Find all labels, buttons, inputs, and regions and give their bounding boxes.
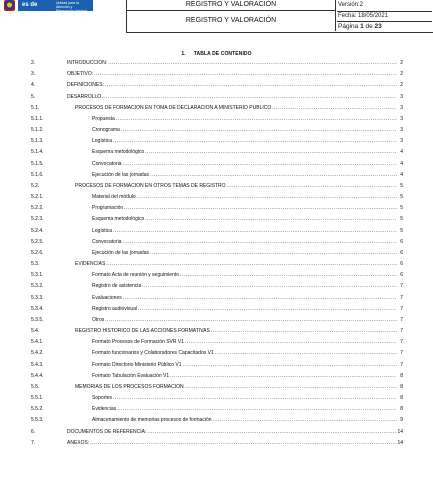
toc-entry-page: 6 [400,238,403,245]
toc-entry-page: 3 [400,115,403,122]
toc-entry-text [75,328,397,335]
toc-entry-number: 5.1.1. [31,115,44,122]
toc-entry-text [92,417,397,424]
toc-entry-text [75,384,397,391]
toc-entry-page: 6 [400,249,403,256]
toc-entry[interactable] [31,183,403,190]
toc-entry-label: Formato Tabulación Evaluación V1 [92,372,170,379]
toc-entry-text [92,127,397,134]
toc-entry-label: DOCUMENTOS DE REFERENCIA: [67,428,147,435]
toc-entry-text [67,71,397,78]
toc-entry-text [92,239,397,246]
header-title-row2: REGISTRO Y VALORACIÓN [127,11,336,31]
toc-entry[interactable] [31,205,403,212]
toc-entry[interactable] [31,194,403,201]
toc-entry-page: 7 [400,361,403,368]
toc-entry-page: 5 [400,216,403,223]
toc-entry[interactable] [31,82,403,89]
toc-entry-number: 5.1. [31,104,40,111]
toc-entry-number: 5.2.6. [31,249,44,256]
page-cell [337,22,432,32]
toc-entry[interactable] [31,60,403,67]
toc-entry-text [75,261,397,268]
toc-entry-number: 3. [31,71,36,78]
toc-entry-page: 3 [400,127,403,134]
toc-entry-page: 3 [400,104,403,111]
toc-entry-text [92,317,397,324]
toc-entry-label: Convocatoria [92,160,122,167]
header-title-row1: REGISTRO Y VALORACIÓN [127,0,336,11]
toc-entry-text [92,283,397,290]
toc-entry-number: 5.3. [31,261,40,268]
toc-entry-text [75,183,397,190]
toc-entry-number: 5.4.4. [31,372,44,379]
toc-entry-number: 5.4.1. [31,339,44,346]
toc-entry-page: 8 [400,372,403,379]
toc-entry-text [92,272,397,279]
toc-entry-label: Logística [92,138,113,145]
toc-entry-label: Logística [92,227,113,234]
toc-heading [0,51,433,57]
toc-entry-page: 8 [400,383,403,390]
toc-entry[interactable] [31,138,403,145]
toc-entry[interactable] [31,161,403,168]
toc-entry-label: MEMORIAS DE LOS PROCESOS FORMACIÓN [75,383,184,390]
toc-entry[interactable] [31,417,403,424]
toc-entry-number: 5.5. [31,383,40,390]
toc-entry-number: 5.5.1. [31,395,44,402]
toc-entry-text [92,216,397,223]
toc-entry-label: OBJETIVO: [67,71,94,78]
toc-entry-page: 2 [400,82,403,89]
toc-entry-page: 7 [400,328,403,335]
toc-entry-number: 5.1.2. [31,127,44,134]
toc-entry-text [92,250,397,257]
toc-entry-text [92,295,397,302]
logo [0,0,126,19]
toc-entry-label: Propuesta [92,115,115,122]
toc-entry-label: Formato Acta de reunión y seguimiento [92,272,179,279]
toc-entry-number: 2. [31,60,36,66]
toc-entry-text [67,440,397,447]
toc-entry[interactable] [31,250,403,257]
toc-entry-number: 5.3.1. [31,272,44,279]
logo-text: es de todos [18,0,53,11]
document-header [0,0,433,36]
toc-entry-number: 5.1.5. [31,160,44,167]
toc-entry-number: 5.2.4. [31,227,44,234]
toc-entry[interactable] [31,373,403,380]
toc-entry-page: 7 [400,339,403,346]
toc-entry-label: Almacenamiento de memorias procesos de formación [92,417,212,424]
toc-entry-label: Programación [92,205,124,212]
toc-entry[interactable] [31,295,403,302]
toc-entry-label: Evidencias [92,406,117,413]
toc-entry-text [92,149,397,156]
toc-entry[interactable] [31,384,403,391]
toc-entry-number: 5.2.1. [31,194,44,201]
toc-entry-label: Ejecución de las jornadas [92,249,149,256]
logo-subtitle: Unidad para la Atención y Reparación Integral a las víctimas [53,0,93,11]
toc-entry-page: 8 [400,406,403,413]
toc-entry-label: Soportes [92,395,113,402]
toc-entry-label: Otros [92,316,105,323]
toc-entry-label: Cronograma [92,127,120,134]
toc-entry[interactable] [31,317,403,324]
toc-entry-page: 2 [400,71,403,78]
toc-entry-text [67,82,397,89]
toc-entry-number: 5.3.4. [31,305,44,312]
toc-entry-number: 5.2.5. [31,238,44,245]
toc-entry-text [67,429,397,436]
toc-entry-page: 5 [400,227,403,234]
toc-heading-text: TABLA DE CONTENIDO [193,51,252,57]
toc-entry[interactable] [31,350,403,357]
toc-entry-text [92,228,397,235]
toc-entry[interactable] [31,272,403,279]
toc-entry-text [92,161,397,168]
toc-entry[interactable] [31,406,403,413]
toc-entry-label: Evaluaciones [92,294,122,301]
toc-entry-text [92,406,397,413]
toc-entry[interactable] [31,239,403,246]
toc-entry-number: 5.1.6. [31,171,44,178]
toc-entry-text [92,350,397,357]
toc-entry[interactable] [31,395,403,402]
toc-entry-page: 4 [400,171,403,178]
toc-entry-text [67,94,397,101]
toc-entry-label: INTRODUCCION: [67,60,108,66]
toc-entry-page: 7 [400,350,403,357]
toc-entry[interactable] [31,283,403,290]
toc-entry-number: 5.4. [31,328,40,335]
toc-entry-label: Convocatoria [92,238,122,245]
toc-entry-label: Formato Directorio Ministerio Público V1 [92,361,182,368]
toc-entry-number: 6. [31,428,36,435]
toc-entry-label: DESARROLLO [67,93,102,100]
toc-entry-text [92,116,397,123]
toc-entry-number: 5.3.3. [31,294,44,301]
toc-entry-label: DEFINICIONES: [67,82,104,89]
toc-heading-number: 1. [181,51,186,57]
toc-entry-label: Formato Procesos de Formación SVR V1 [92,339,184,346]
toc-entry-page: 5 [400,182,403,189]
page-current: 1 [360,23,364,30]
toc-entry-label: Registro de asistencia [92,283,142,290]
toc-entry-text [92,362,397,369]
toc-entry-text [92,339,397,346]
toc-entry[interactable] [31,149,403,156]
toc-entry-text [92,194,397,201]
toc-entry-label: Material del módulo [92,194,136,201]
toc-entry-text [92,205,397,212]
toc-entry[interactable] [31,116,403,123]
toc-entry-label: ANEXOS: [67,439,90,446]
toc-entry-number: 5.3.2. [31,283,44,290]
toc-entry-number: 5.5.3. [31,417,44,424]
toc-entry[interactable] [31,362,403,369]
toc-entry-number: 5.4.3. [31,361,44,368]
date-cell: Fecha: 18/05/2021 [337,12,432,22]
toc-entry-label: Esquema metodológico [92,149,145,156]
toc-entry-number: 7. [31,439,36,446]
toc-entry-text [92,306,397,313]
page-total: 23 [374,23,382,30]
toc-entry-label: Registro audiovisual [92,305,138,312]
toc-entry[interactable] [31,127,403,134]
toc-entry-text [92,172,397,179]
toc-entry-page: 4 [400,160,403,167]
header-table [126,0,433,33]
toc-entry-page: 3 [400,93,403,100]
toc-entry-page: 5 [400,194,403,201]
toc-entry[interactable] [31,105,403,112]
toc-entry-number: 5.1.4. [31,149,44,156]
toc-entry[interactable] [31,429,403,436]
toc-entry[interactable] [31,306,403,313]
toc-entry-page: 7 [400,316,403,323]
toc-entry[interactable] [31,440,403,447]
toc-entry-page: 8 [400,395,403,402]
toc-entry-text [67,60,397,67]
coat-of-arms-icon [4,0,15,11]
toc-entry-number: 4. [31,82,36,89]
toc-entry-page: 7 [400,294,403,301]
toc-entry-page: 2 [400,60,403,66]
toc-entry-number: 5. [31,93,36,100]
toc-entry[interactable] [31,339,403,346]
toc-entry-label: PROCESOS DE FORMACIÓN EN OTROS TEMAS DE REGISTRO [75,182,226,189]
toc-entry[interactable] [31,228,403,235]
toc-entry-page: 6 [400,261,403,268]
toc-entry-number: 5.2. [31,182,40,189]
toc-entry-page: 5 [400,205,403,212]
toc-entry-text [75,105,397,112]
toc-entry-page: 14 [397,439,403,446]
toc-entry-number: 5.1.3. [31,138,44,145]
toc-entry-number: 5.3.5. [31,316,44,323]
toc-entry[interactable] [31,71,403,78]
toc-entry-number: 5.2.3. [31,216,44,223]
toc-entry-page: 7 [400,305,403,312]
toc-entry[interactable] [31,328,403,335]
toc-entry-text [92,395,397,402]
toc-entry-page: 4 [400,149,403,156]
toc-entry-page: 14 [397,428,403,435]
toc-entry-label: PROCESOS DE FORMACIÓN EN TOMA DE DECLARACIÓN A MINISTERIO PÚBLICO [75,104,272,111]
toc-entry-label: Formato funcionarios y Colaboradores Capacitados V1 [92,350,214,357]
toc-entry-label: Ejecución de las jornadas [92,171,149,178]
toc-entry-label: EVIDENCIAS [75,261,106,268]
toc-entry-label: REGISTRO HISTÓRICO DE LAS ACCIONES FORMATIVAS [75,328,210,335]
toc-entry-number: 5.4.2. [31,350,44,357]
toc-entry-text [92,373,397,380]
toc-entry-page: 7 [400,283,403,290]
toc-entry[interactable] [31,172,403,179]
toc-entry-number: 5.2.2. [31,205,44,212]
toc-entry[interactable] [31,216,403,223]
version-cell: Versión:2 [337,0,432,12]
toc-entry-page: 3 [400,138,403,145]
toc-entry-page: 9 [400,417,403,424]
toc-entry-label: Esquema metodológico [92,216,145,223]
toc-entry-text [92,138,397,145]
page-prefix: Página [338,23,359,30]
toc-entry-number: 5.5.2. [31,406,44,413]
toc-entry[interactable] [31,261,403,268]
toc-entry-page: 6 [400,272,403,279]
toc-entry[interactable] [31,94,403,101]
page-of: de [365,23,373,30]
